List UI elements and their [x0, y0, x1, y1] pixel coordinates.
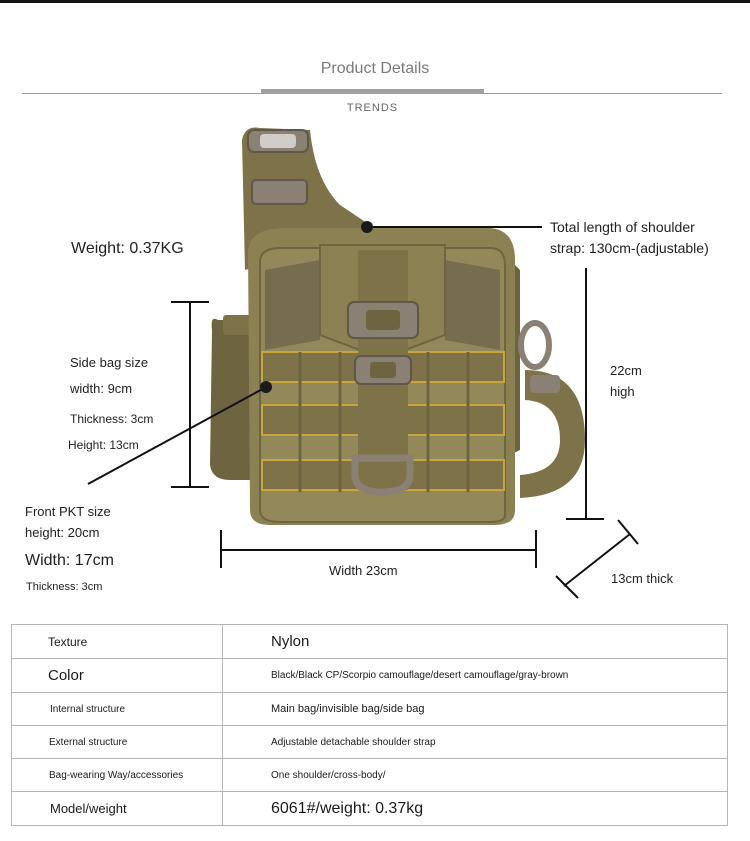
spec-key: Bag-wearing Way/accessories: [12, 759, 223, 792]
side-bag-height-label: Height: 13cm: [68, 438, 139, 452]
front-pkt-width-label: Width: 17cm: [25, 552, 114, 569]
spec-key: Internal structure: [12, 693, 223, 726]
weight-label: Weight: 0.37KG: [71, 240, 184, 257]
height-bar: [585, 268, 587, 520]
front-pointer-line: [80, 380, 280, 490]
strap-pointer-dot: [361, 221, 373, 233]
spec-key: External structure: [12, 726, 223, 759]
spec-key: Color: [12, 659, 223, 693]
top-border: [0, 0, 750, 3]
spec-value: 6061#/weight: 0.37kg: [223, 792, 728, 826]
side-bag-thickness-label: Thickness: 3cm: [70, 412, 154, 426]
table-row: [12, 659, 728, 693]
spec-value: Black/Black CP/Scorpio camouflage/desert camouflage/gray-brown: [223, 659, 728, 693]
front-pkt-thickness-label: Thickness: 3cm: [26, 581, 103, 593]
side-height-cap-top: [171, 301, 209, 303]
height-value-label: 22cm: [610, 363, 642, 378]
spec-key: Texture: [12, 625, 223, 659]
table-row: [12, 625, 728, 659]
strap-pointer-line: [372, 226, 542, 228]
page-title: Product Details: [320, 60, 430, 77]
spec-value: One shoulder/cross-body/: [223, 759, 728, 792]
thickness-bar: [552, 516, 642, 602]
front-pkt-size-label: Front PKT size: [25, 504, 111, 519]
side-bag-width-label: width: 9cm: [70, 381, 133, 396]
spec-value: Main bag/invisible bag/side bag: [223, 693, 728, 726]
spec-key: Model/weight: [12, 792, 223, 826]
thickness-label: 13cm thick: [611, 571, 674, 586]
table-row: [12, 792, 728, 826]
strap-length-label-1: Total length of shoulder: [550, 219, 695, 235]
page-subtitle: TRENDS: [346, 102, 399, 114]
height-word-label: high: [610, 384, 635, 399]
front-pointer-dot: [260, 381, 272, 393]
front-pkt-height-label: height: 20cm: [25, 525, 100, 540]
table-row: [12, 726, 728, 759]
width-cap-right: [535, 530, 537, 568]
spec-value: Adjustable detachable shoulder strap: [223, 726, 728, 759]
side-bag-size-label: Side bag size: [70, 355, 149, 370]
title-underline: [261, 89, 484, 94]
table-row: [12, 693, 728, 726]
width-cap-left: [220, 530, 222, 568]
width-bar: [221, 549, 537, 551]
strap-length-label-2: strap: 130cm-(adjustable): [550, 240, 709, 256]
table-row: [12, 759, 728, 792]
width-label: Width 23cm: [329, 563, 398, 578]
spec-value: Nylon: [223, 625, 728, 659]
specs-table: [11, 624, 728, 826]
